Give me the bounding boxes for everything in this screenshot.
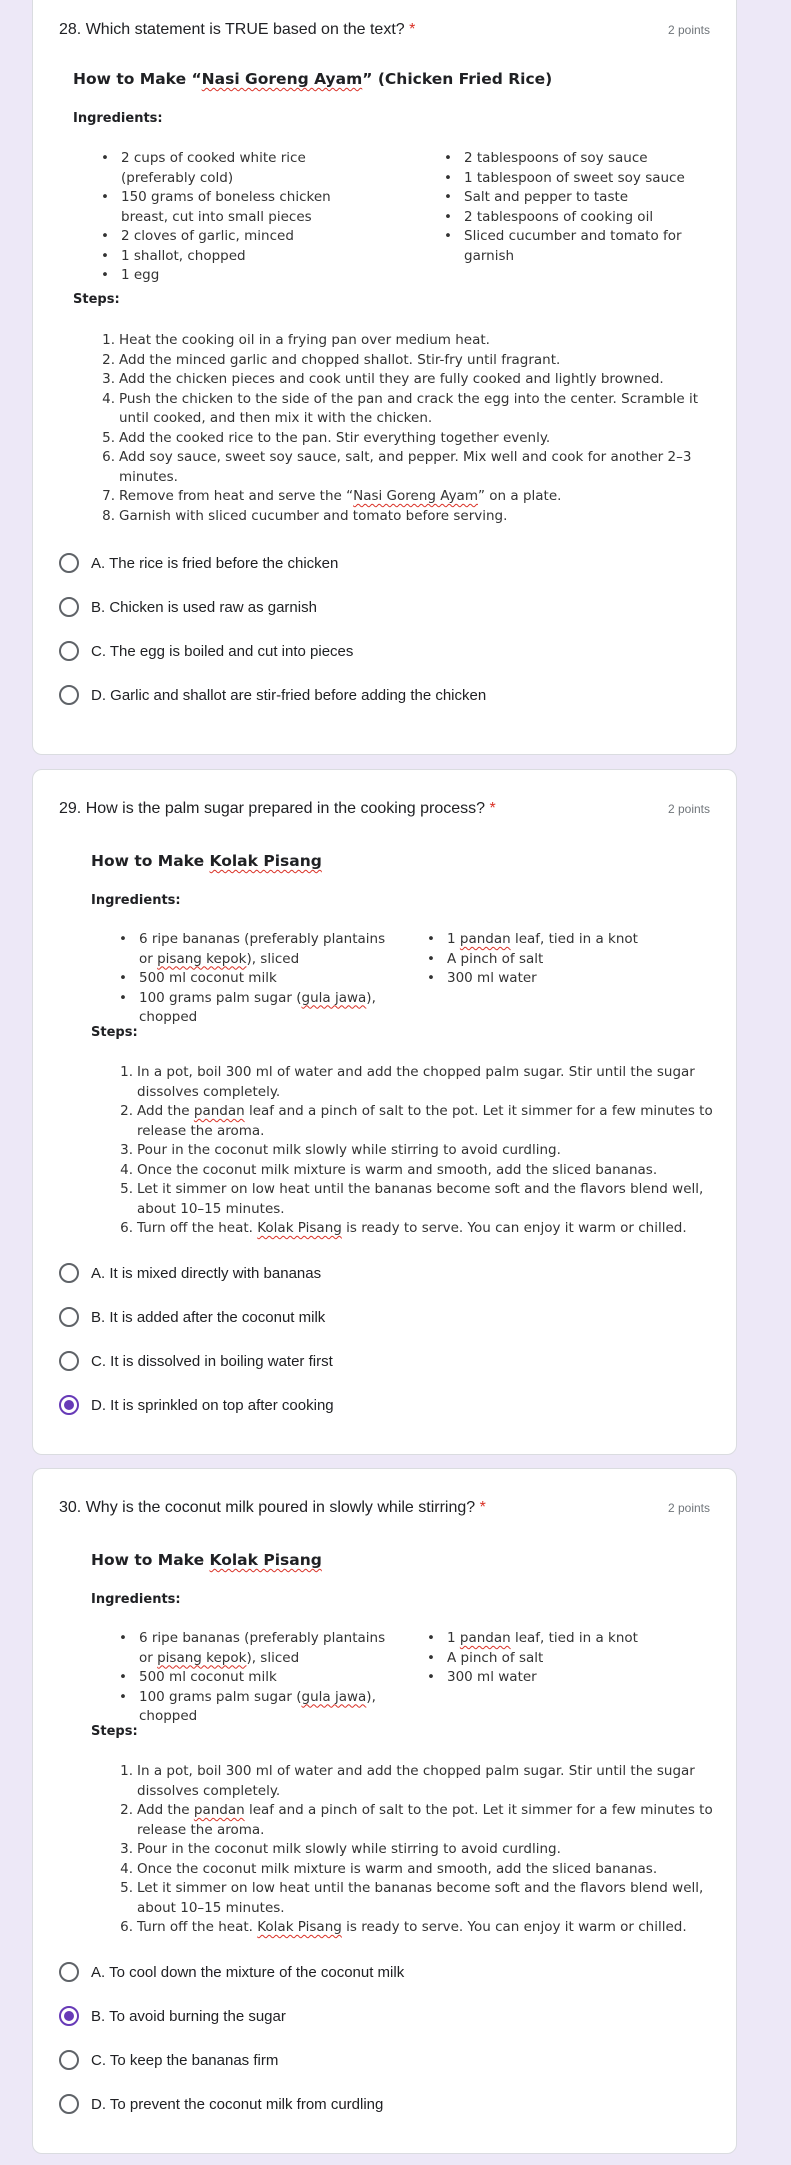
ingredient-item: • A pinch of salt [421, 1649, 681, 1669]
step-item: 4. Once the coconut milk mixture is warm and smooth, add the sliced bananas. [120, 1860, 658, 1877]
question-card-30 [32, 1468, 737, 2154]
steps-list [113, 1063, 733, 1239]
ingredients-right [421, 930, 681, 989]
ingredient-item: • 500 ml coconut milk [113, 969, 403, 989]
option-a[interactable]: A. The rice is fried before the chicken [59, 553, 338, 573]
radio-button[interactable] [59, 597, 79, 617]
recipe-image [91, 770, 721, 1250]
step-item: 1. In a pot, boil 300 ml of water and add the chopped palm sugar. Stir until the sugar dissolves completely. [120, 1763, 695, 1799]
ingredient-item: • Sliced cucumber and tomato for garnish [438, 227, 718, 266]
step-item: 1. Heat the cooking oil in a frying pan over medium heat. [102, 332, 490, 348]
steps-label: Steps: [91, 1724, 138, 1739]
step-item: 8. Garnish with sliced cucumber and tomato before serving. [102, 507, 508, 524]
option-a[interactable]: A. It is mixed directly with bananas [59, 1263, 321, 1283]
radio-button[interactable] [59, 1263, 79, 1283]
option-d[interactable]: D. To prevent the coconut milk from curdling [59, 2094, 383, 2114]
step-item: 5. Add the cooked rice to the pan. Stir everything together evenly. [102, 429, 551, 446]
step-item: 2. Add the pandan leaf and a pinch of salt to the pot. Let it simmer for a few minutes to release the aroma. [120, 1802, 713, 1838]
question-title: 29. How is the palm sugar prepared in the cooking process? * [59, 800, 496, 817]
steps-list [95, 331, 735, 526]
option-b[interactable]: B. It is added after the coconut milk [59, 1307, 325, 1327]
ingredient-item: • 2 tablespoons of soy sauce [438, 149, 718, 169]
option-b[interactable]: B. Chicken is used raw as garnish [59, 597, 317, 617]
ingredient-item: • 100 grams palm sugar (gula jawa), chopped [113, 989, 403, 1028]
steps-label: Steps: [73, 292, 120, 307]
ingredients-label: Ingredients: [91, 893, 181, 908]
step-item: 4. Push the chicken to the side of the pan and crack the egg into the center. Scramble it until cooked, and then mix it with the chicken. [102, 390, 699, 426]
recipe-image [91, 1469, 721, 1949]
question-title: 30. Why is the coconut milk poured in slowly while stirring? * [59, 1499, 486, 1516]
question-points: 2 points [667, 1501, 710, 1515]
step-item: 7. Remove from heat and serve the “Nasi Goreng Ayam” on a plate. [102, 488, 562, 504]
radio-button[interactable] [59, 641, 79, 661]
question-card-28 [32, 0, 737, 755]
ingredient-item: • 2 cloves of garlic, minced [95, 227, 395, 247]
step-item: 2. Add the minced garlic and chopped shallot. Stir-fry until fragrant. [102, 351, 561, 368]
ingredients-left [113, 930, 403, 1028]
ingredients-left [95, 149, 395, 286]
option-d[interactable]: D. It is sprinkled on top after cooking [59, 1395, 334, 1415]
radio-button[interactable] [59, 1395, 79, 1415]
question-points: 2 points [667, 23, 710, 37]
recipe-title: How to Make Kolak Pisang [91, 1551, 322, 1569]
steps-label: Steps: [91, 1025, 138, 1040]
step-item: 3. Pour in the coconut milk slowly while stirring to avoid curdling. [120, 1142, 561, 1158]
ingredient-item: • A pinch of salt [421, 950, 681, 970]
required-asterisk: * [489, 800, 496, 817]
step-item: 4. Once the coconut milk mixture is warm and smooth, add the sliced bananas. [120, 1161, 658, 1178]
radio-button[interactable] [59, 2006, 79, 2026]
ingredient-item: • 100 grams palm sugar (gula jawa), chopped [113, 1688, 403, 1727]
step-item: 2. Add the pandan leaf and a pinch of salt to the pot. Let it simmer for a few minutes to release the aroma. [120, 1103, 713, 1139]
radio-button[interactable] [59, 1307, 79, 1327]
step-item: 3. Pour in the coconut milk slowly while stirring to avoid curdling. [120, 1841, 561, 1857]
required-asterisk: * [479, 1499, 486, 1516]
step-item: 6. Add soy sauce, sweet soy sauce, salt, and pepper. Mix well and cook for another 2–3 minutes. [102, 449, 692, 485]
ingredient-item: • 300 ml water [421, 969, 681, 989]
ingredient-item: • 2 tablespoons of cooking oil [438, 208, 718, 228]
radio-button[interactable] [59, 1962, 79, 1982]
radio-button[interactable] [59, 685, 79, 705]
option-c[interactable]: C. It is dissolved in boiling water first [59, 1351, 333, 1371]
ingredients-right [421, 1629, 681, 1688]
step-item: 5. Let it simmer on low heat until the bananas become soft and the flavors blend well, about 10–15 minutes. [120, 1880, 704, 1916]
radio-button[interactable] [59, 2094, 79, 2114]
ingredients-right [438, 149, 718, 266]
ingredient-item: • 500 ml coconut milk [113, 1668, 403, 1688]
ingredient-item: • 1 tablespoon of sweet soy sauce [438, 169, 718, 189]
ingredient-item: • 2 cups of cooked white rice (preferably cold) [95, 149, 395, 188]
ingredient-item: • 1 pandan leaf, tied in a knot [421, 930, 681, 950]
recipe-image [73, 0, 723, 551]
required-asterisk: * [409, 21, 416, 38]
radio-button[interactable] [59, 553, 79, 573]
ingredient-item: • 300 ml water [421, 1668, 681, 1688]
step-item: 6. Turn off the heat. Kolak Pisang is ready to serve. You can enjoy it warm or chilled. [120, 1919, 687, 1935]
ingredient-item: • 6 ripe bananas (preferably plantains or pisang kepok), sliced [113, 1629, 403, 1668]
ingredients-left [113, 1629, 403, 1727]
question-title: 28. Which statement is TRUE based on the text? * [59, 21, 416, 38]
ingredients-label: Ingredients: [73, 111, 163, 126]
ingredient-item: • 1 egg [95, 266, 395, 286]
ingredient-item: • 1 pandan leaf, tied in a knot [421, 1629, 681, 1649]
step-item: 6. Turn off the heat. Kolak Pisang is ready to serve. You can enjoy it warm or chilled. [120, 1220, 687, 1236]
step-item: 3. Add the chicken pieces and cook until they are fully cooked and lightly browned. [102, 371, 664, 387]
ingredient-item: • Salt and pepper to taste [438, 188, 718, 208]
ingredient-item: • 6 ripe bananas (preferably plantains or pisang kepok), sliced [113, 930, 403, 969]
option-b[interactable]: B. To avoid burning the sugar [59, 2006, 286, 2026]
ingredient-item: • 150 grams of boneless chicken breast, cut into small pieces [95, 188, 395, 227]
option-c[interactable]: C. The egg is boiled and cut into pieces [59, 641, 353, 661]
question-points: 2 points [667, 802, 710, 816]
ingredient-item: • 1 shallot, chopped [95, 247, 395, 267]
steps-list [113, 1762, 733, 1938]
option-a[interactable]: A. To cool down the mixture of the coconut milk [59, 1962, 404, 1982]
step-item: 1. In a pot, boil 300 ml of water and add the chopped palm sugar. Stir until the sugar dissolves completely. [120, 1064, 695, 1100]
recipe-title: How to Make “Nasi Goreng Ayam” (Chicken Fried Rice) [73, 70, 553, 88]
step-item: 5. Let it simmer on low heat until the bananas become soft and the flavors blend well, about 10–15 minutes. [120, 1181, 704, 1217]
radio-button[interactable] [59, 1351, 79, 1371]
question-card-29 [32, 769, 737, 1455]
option-c[interactable]: C. To keep the bananas firm [59, 2050, 278, 2070]
option-d[interactable]: D. Garlic and shallot are stir-fried before adding the chicken [59, 685, 486, 705]
recipe-title: How to Make Kolak Pisang [91, 852, 322, 870]
ingredients-label: Ingredients: [91, 1592, 181, 1607]
radio-button[interactable] [59, 2050, 79, 2070]
